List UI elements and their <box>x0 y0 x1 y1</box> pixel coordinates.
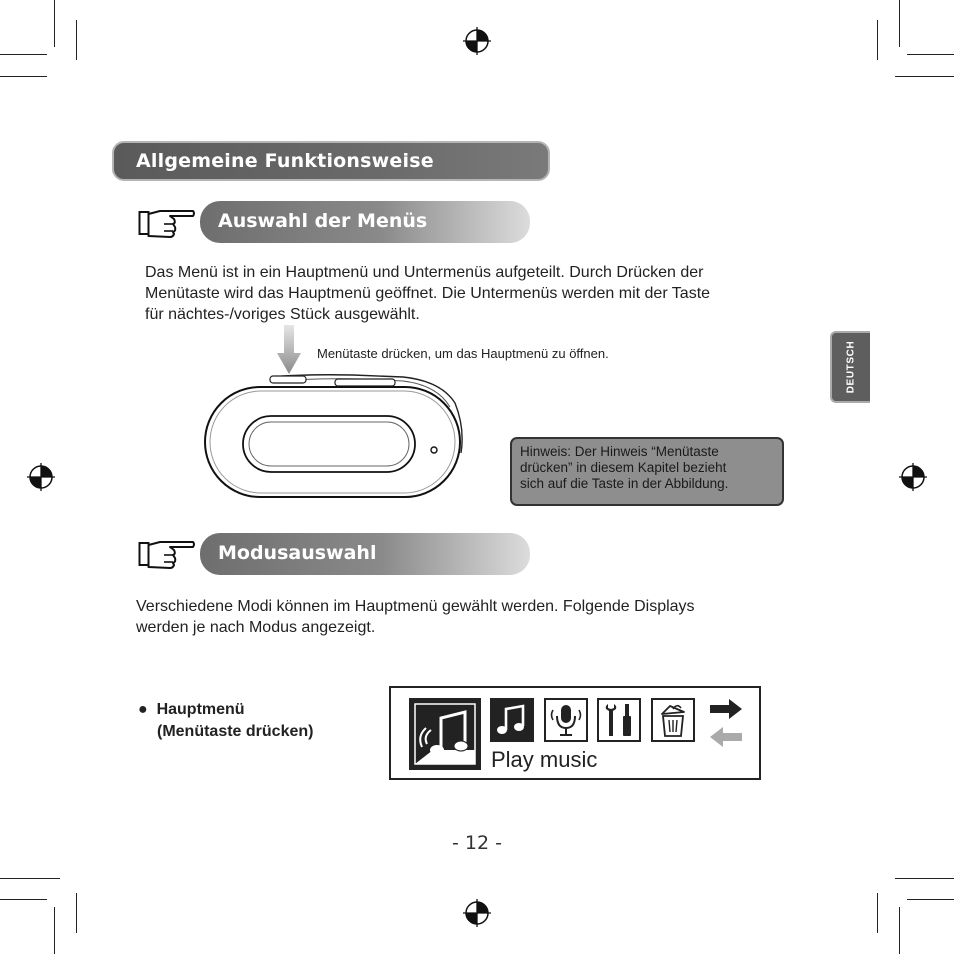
crop-mark <box>907 54 954 55</box>
crop-mark <box>0 76 47 77</box>
subsection-title: Modusauswahl <box>218 542 377 564</box>
bullet: ● <box>138 701 148 718</box>
note-line: Hinweis: Der Hinweis “Menütaste <box>520 444 719 459</box>
subsection-header-mode <box>200 533 530 575</box>
music-icon <box>409 698 481 770</box>
item-subtitle: (Menütaste drücken) <box>157 723 314 740</box>
item-title: Hauptmenü <box>156 701 245 718</box>
main-menu-item <box>138 699 313 743</box>
section-header-title: Allgemeine Funktionsweise <box>136 150 434 172</box>
note-line: drücken” in diesem Kapitel bezieht <box>520 460 727 475</box>
subsection-title: Auswahl der Menüs <box>218 210 428 232</box>
paragraph-line: Menütaste wird das Hauptmenü geöffnet. Die Untermenüs werden mit der Taste <box>145 285 711 302</box>
note-box <box>510 437 784 506</box>
mode-description <box>136 596 816 638</box>
page-number: - 12 - <box>452 832 502 854</box>
music-note-icon <box>490 698 534 742</box>
pointing-hand-icon <box>138 207 196 239</box>
crop-mark <box>907 899 954 900</box>
paragraph-line: Das Menü ist in ein Hauptmenü und Untermenüs aufgeteilt. Durch Drücken der <box>145 264 704 281</box>
registration-mark-icon <box>899 463 927 491</box>
crop-mark <box>0 899 47 900</box>
callout-text: Menütaste drücken, um das Hauptmenü zu öffnen. <box>317 346 609 361</box>
tools-icon <box>597 698 641 742</box>
note-line: sich auf die Taste in der Abbildung. <box>520 476 729 491</box>
crop-mark <box>895 76 954 77</box>
paragraph-line: für nächtes-/voriges Stück ausgewählt. <box>145 306 420 323</box>
paragraph-line: werden je nach Modus angezeigt. <box>136 619 376 636</box>
registration-mark-icon <box>27 463 55 491</box>
crop-mark <box>895 878 954 879</box>
registration-mark-icon <box>463 899 491 927</box>
down-arrow-icon <box>276 325 302 375</box>
crop-mark <box>76 893 77 933</box>
crop-mark <box>899 907 900 954</box>
section-header <box>112 141 550 181</box>
microphone-icon <box>544 698 588 742</box>
subsection-header-menu <box>200 201 530 243</box>
registration-mark-icon <box>463 27 491 55</box>
language-tab <box>830 331 870 403</box>
crop-mark <box>0 878 60 879</box>
crop-mark <box>54 907 55 954</box>
crop-mark <box>877 893 878 933</box>
crop-mark <box>0 54 47 55</box>
language-tab-label: DEUTSCH <box>845 340 857 394</box>
crop-mark <box>76 20 77 60</box>
pointing-hand-icon <box>138 538 196 570</box>
mp3-player-illustration <box>203 373 465 501</box>
arrow-right-icon <box>709 698 743 720</box>
display-label: Play music <box>491 747 598 772</box>
trash-icon <box>651 698 695 742</box>
lcd-display <box>389 686 761 780</box>
crop-mark <box>877 20 878 60</box>
paragraph-line: Verschiedene Modi können im Hauptmenü gewählt werden. Folgende Displays <box>136 598 695 615</box>
menu-description <box>145 262 805 325</box>
crop-mark <box>54 0 55 47</box>
crop-mark <box>899 0 900 47</box>
arrow-left-icon <box>709 726 743 748</box>
